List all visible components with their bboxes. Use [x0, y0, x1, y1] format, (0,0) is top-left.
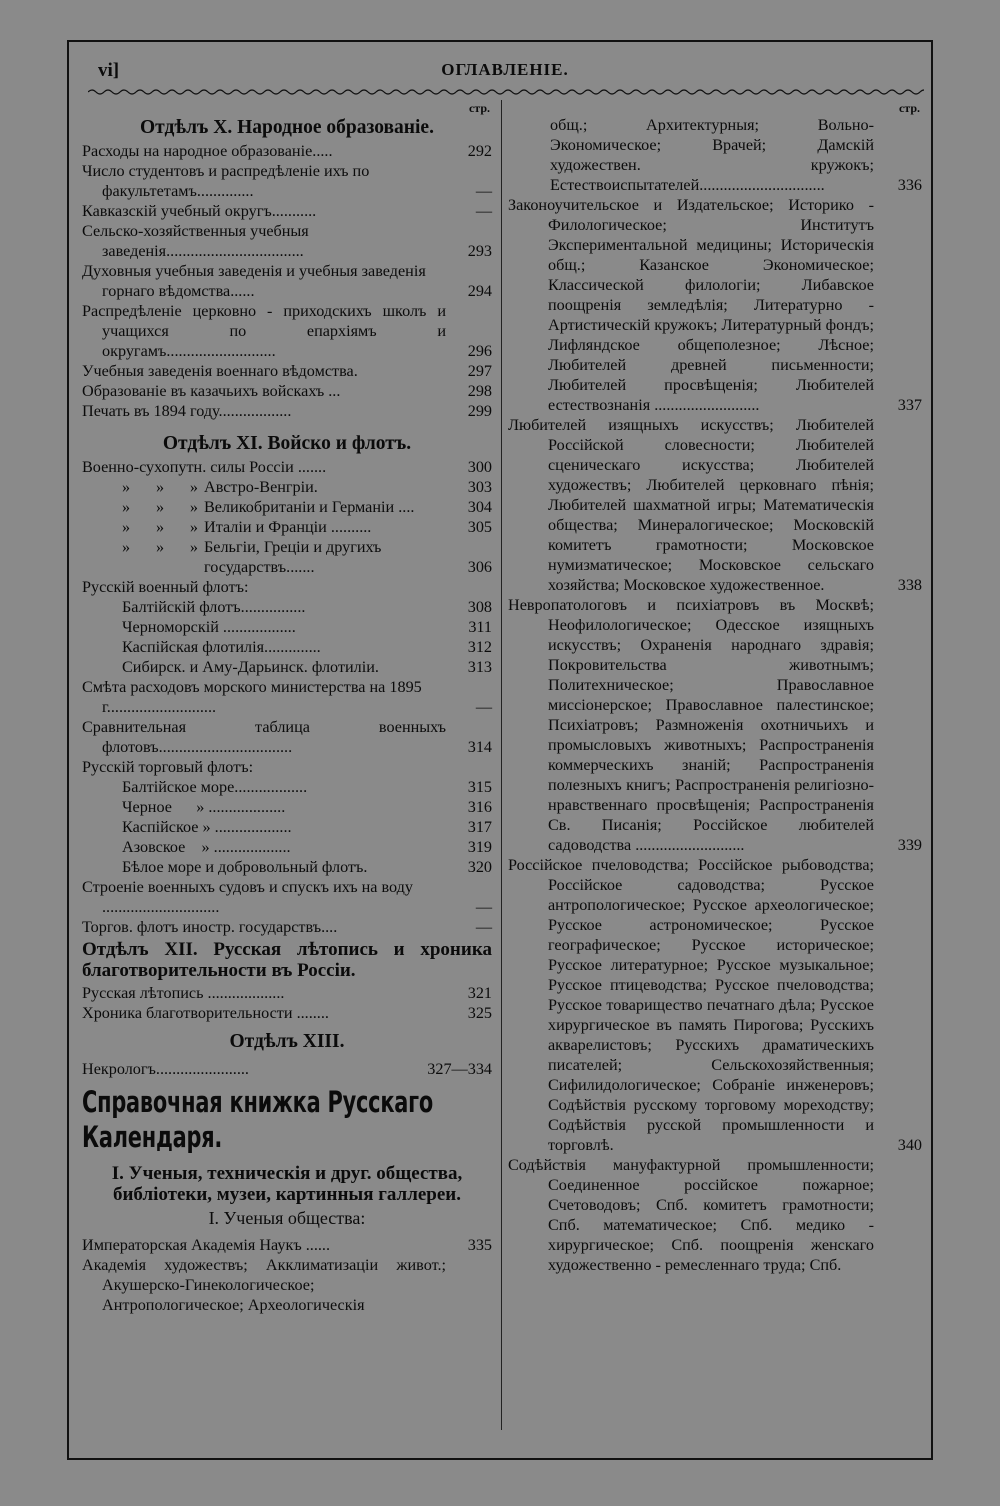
toc-entry[interactable]: Военно-сухопутн. силы Россіи ....... 300 [82, 458, 492, 476]
trade-fleet-heading: Русскій торговый флотъ: [82, 758, 254, 776]
toc-entry[interactable]: Бѣлое море и добровольный флотъ. 320 [122, 858, 492, 876]
left-column [82, 102, 492, 1315]
toc-sub-entry[interactable]: » » » Италіи и Франціи .......... 305 [122, 518, 492, 536]
toc-entry[interactable]: Учебныя заведенія военнаго вѣдомства. 297 [82, 362, 492, 380]
toc-entry[interactable]: Распредѣленіе церковно - приходскихъ школъ и учащихся по епархіямъ и округамъ........................... 296 [82, 302, 492, 360]
toc-entry[interactable]: Духовныя учебныя заведенія и учебныя заведенія горнаго вѣдомства...... 294 [82, 262, 492, 300]
toc-sub-entry[interactable]: » » » Австро-Венгріи. 303 [122, 478, 492, 496]
part-1-title: I. Ученыя, техническія и друг. общества, библіотеки, музеи, картинныя галлереи. [111, 1163, 463, 1205]
toc-entry[interactable]: Число студентовъ и распредѣленіе ихъ по факультетамъ.............. — [82, 162, 492, 200]
section-13-title: Отдѣлъ XIII. [229, 1031, 345, 1052]
page-col-label-right: стр. [898, 101, 920, 115]
toc-entry[interactable]: Образованіе въ казачьихъ войскахъ ... 298 [82, 382, 492, 400]
toc-entry[interactable]: Кавказскій учебный округъ........... — [82, 202, 492, 220]
column-divider [501, 100, 502, 1430]
toc-entry[interactable]: Императорская Академія Наукъ ...... 335 [82, 1236, 492, 1254]
toc-entry[interactable]: Любителей изящныхъ искусствъ; Любителей Россійской словесности; Любителей сценическаго искусства; Любителей художествъ; Любителей церковнаго пѣнія; Любителей шахматной игры; Математическія общества; Минералогическое; Московскій комитетъ грамотности; Московское нумизматическое; Московское сельскаго хозяйства; Московское художественное. 338 [508, 416, 922, 594]
page-col-label-left: стр. [468, 101, 490, 115]
toc-entry[interactable]: Торгов. флотъ иностр. государствъ.... — [82, 918, 492, 936]
toc-entry[interactable]: Невропатологовъ и психіатровъ въ Москвѣ; Неофилологическое; Одесское изящныхъ искусствъ; Охраненія народнаго здравія; Покровительства животнымъ; Политехническое; Православное миссіонерское; Православное палестинское; Психіатровъ; Размноженія охотничьихъ и промысловыхъ животныхъ; Распространенія коммерческихъ знаній; Распространенія полезныхъ книгъ; Распространенія религіозно-нравственнаго просвѣщенія; Распространенія Св. Писанія; Россійское любителей садоводства ........................... 339 [508, 596, 922, 854]
toc-entry[interactable]: Черное » ................... 316 [122, 798, 492, 816]
navy-heading: Русскій военный флотъ: [82, 578, 249, 596]
toc-entry[interactable]: Азовское » ................... 319 [122, 838, 492, 856]
page-header [90, 60, 920, 88]
section-11-title: Отдѣлъ XI. Войско и флотъ. [162, 433, 412, 454]
toc-entry[interactable]: Русская лѣтопись ................... 321 [82, 984, 492, 1002]
toc-sub-entry[interactable]: » » » Великобританіи и Германіи .... 304 [122, 498, 492, 516]
toc-entry[interactable]: Расходы на народное образованіе..... 292 [82, 142, 492, 160]
toc-entry[interactable]: Каспійское » ................... 317 [122, 818, 492, 836]
section-10-list [82, 141, 492, 421]
toc-entry[interactable]: Балтійское море.................. 315 [122, 778, 492, 796]
toc-entry[interactable]: Некрологъ....................... 327—334 [82, 1060, 492, 1078]
page-title: ОГЛАВЛЕНІЕ. [441, 60, 569, 79]
toc-entry[interactable]: Академія художествъ; Акклиматизаціи живот.; Акушерско-Гинекологическое; Антропологическое; Археологическія [82, 1256, 446, 1314]
toc-entry[interactable]: Хроника благотворительности ........ 325 [82, 1004, 492, 1022]
toc-entry[interactable]: Содѣйствія мануфактурной промышленности; Соединенное россійское пожарное; Счетоводовъ; Спб. комитетъ грамотности; Спб. математическое; Спб. медико - хирургическое; Спб. поощренія женскаго художественно - ремесленнаго труда; Спб. [508, 1156, 874, 1274]
wavy-divider [88, 86, 924, 98]
toc-entry[interactable]: Сельско-хозяйственныя учебныя заведенія.................................. 293 [82, 222, 492, 260]
toc-entry[interactable]: Строеніе военныхъ судовъ и спускъ ихъ на воду ............................. — [82, 878, 492, 916]
toc-entry[interactable]: Россійское пчеловодства; Россійское рыбоводства; Россійское садоводства; Русское антропологическое; Русское археологическое; Русское астрономическое; Русское географическое; Русское историческое; Русское литературное; Русское музыкальное; Русское птицеводства; Русское пчеловодства; Русское товарищество печатнаго дѣла; Русское хирургическое въ память Пирогова; Русскихъ акварелистовъ; Русскихъ драматическихъ писателей; Сельскохозяйственныя; Сифилидологическое; Собраніе инженеровъ; Содѣйствія русскому торговому мореходству; Содѣйствія русской промышленности и торговлѣ. 340 [508, 856, 922, 1154]
toc-entry[interactable]: Законоучительское и Издательское; Историко - Филологическое; Институтъ Экспериментальной медицины; Историческія общ.; Казанское Экономическое; Классической филологіи; Либавское поощренія земледѣлія; Литературно - Артистическій кружокъ; Литературный фондъ; Лифляндское общеполезное; Лѣсное; Любителей древней письменности; Любителей просвѣщенія; Любителей естествознанія .......................... 337 [508, 196, 922, 414]
toc-entry[interactable]: общ.; Архитектурныя; Вольно-Экономическое; Врачей; Дамскій художествен. кружокъ; Естествоиспытателей............................... 336 [550, 116, 922, 194]
toc-entry[interactable]: Смѣта расходовъ морского министерства на 1895 г........................... — [82, 678, 492, 716]
toc-entry[interactable]: Балтійскій флотъ................ 308 [122, 598, 492, 616]
toc-sub-entry[interactable]: » » » Бельгіи, Греціи и другихъ государствъ....... 306 [122, 538, 492, 576]
toc-entry[interactable]: Сибирск. и Аму-Дарьинск. флотиліи. 313 [122, 658, 492, 676]
reference-book-title: Справочная книжка Русскаго Календаря. [82, 1085, 433, 1154]
toc-entry[interactable]: Черноморскій .................. 311 [122, 618, 492, 636]
toc-entry[interactable]: Каспійская флотилія.............. 312 [122, 638, 492, 656]
page-number: vi] [98, 60, 120, 81]
section-10-title: Отдѣлъ X. Народное образованіе. [140, 117, 434, 138]
toc-entry[interactable]: Печать въ 1894 году.................. 299 [82, 402, 492, 420]
section-12-title: Отдѣлъ XII. Русская лѣтопись и хроника благотворительности въ Россіи. [82, 939, 492, 981]
toc-entry[interactable]: Сравнительная таблица военныхъ флотовъ................................. 314 [82, 718, 492, 756]
right-column [508, 102, 922, 1275]
part-1-subtitle: I. Ученыя общества: [208, 1208, 366, 1228]
